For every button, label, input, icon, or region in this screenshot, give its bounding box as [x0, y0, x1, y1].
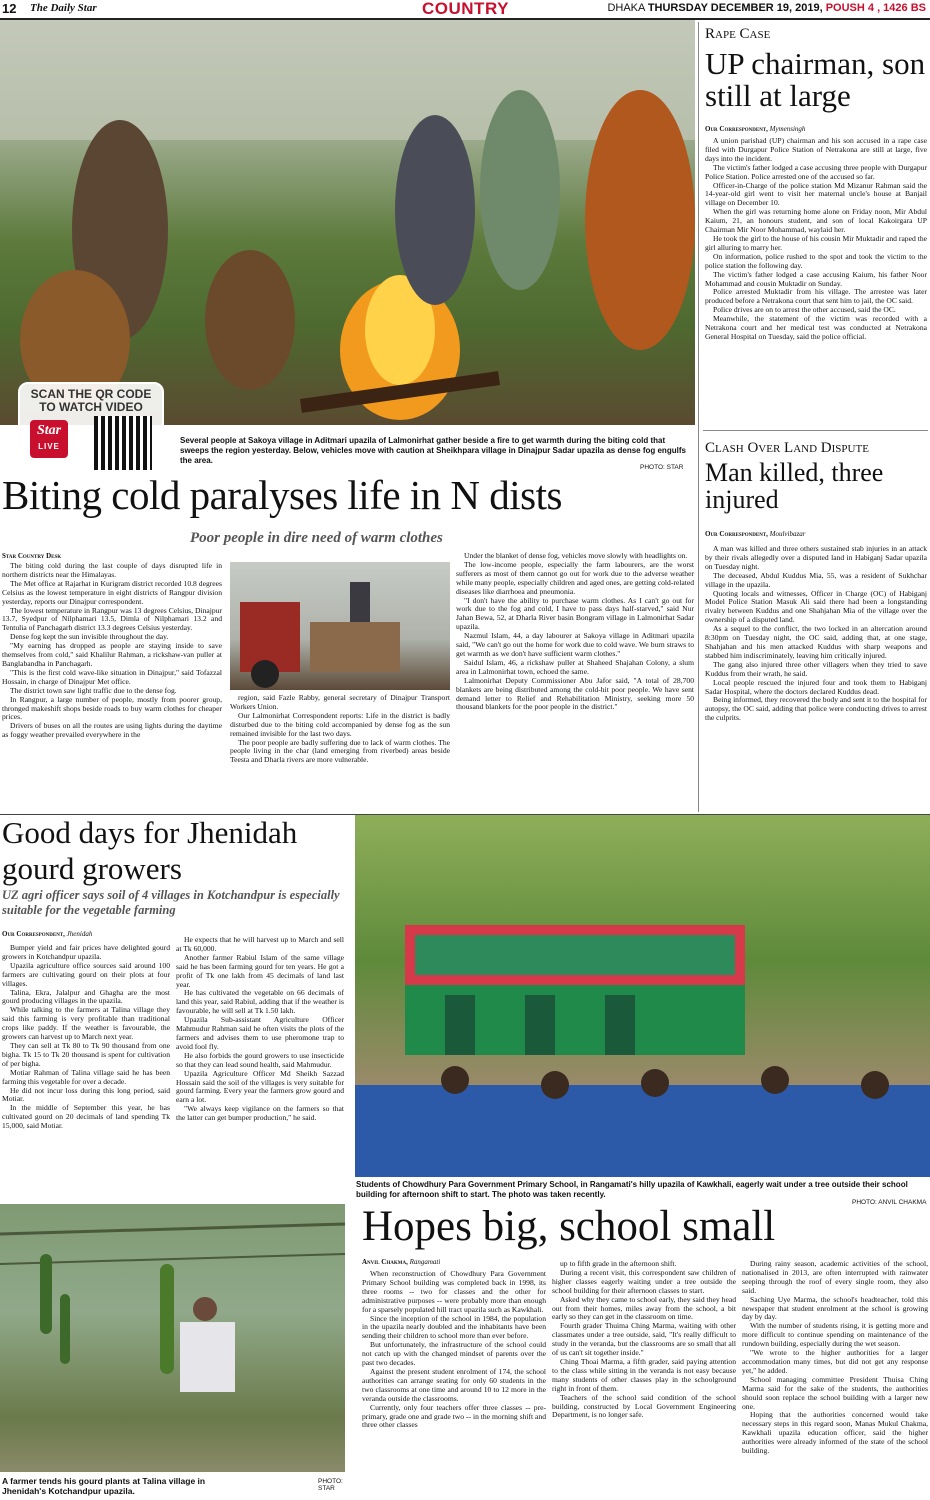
paragraph: He has cultivated the vegetable on 66 decimals of land this year, said Rabiul, adding that if the weather is favourable, he will sell at Tk 1.50 lakh.: [176, 988, 344, 1016]
paragraph: Another farmer Rabiul Islam of the same village said he has been farming gourd for ten years. He got a profit of Tk one lakh from 45 decimals of land last year.: [176, 952, 344, 989]
paper-name: The Daily Star: [30, 2, 97, 14]
section-title: COUNTRY: [422, 0, 509, 18]
school-photo-credit: PHOTO: ANVIL CHAKMA: [852, 1199, 927, 1206]
paragraph: "My earning has dropped as people are staying inside to save themselves from cold," said Khalilur Rahman, a rickshaw-van puller at Banglabandha in Panchagarh.: [2, 641, 222, 668]
paragraph: region, said Fazle Rabby, general secretary of Dinajpur Transport Workers Union.: [230, 693, 450, 711]
gourd-subhead: UZ agri officer says soil of 4 villages in Kotchandpur is especially suitable for the vegetable farming: [2, 888, 340, 917]
paragraph: Upazila agriculture office sources said around 100 farmers are cultivating gourd on their plots at four villages.: [2, 960, 170, 988]
paragraph: School managing committee President Thuisa Ching Marma said for the sake of the students, the authorities should soon replace the school building with a larger new one.: [742, 1374, 928, 1411]
cold-col-2: [230, 694, 450, 814]
school-scene: [355, 815, 930, 1177]
paragraph: The low-income people, especially the farm labourers, are the worst sufferers as most of them cannot go out for work due to the adverse weather while many people, especially children and aged ones, are getting cold-related diseases like diarrhoea and pneumonia.: [456, 559, 694, 596]
star-live-logo: Star LIVE: [30, 420, 68, 458]
land-dispute-body: [705, 545, 927, 813]
paragraph: Our Lalmonirhat Correspondent reports: Life in the district is badly disturbed due to the biting cold accompanied by dense fog as the sun remained invisible for the last two days.: [230, 710, 450, 738]
school-photo-caption: Students of Chowdhury Para Government Primary School, in Rangamati's hilly upazila of Kawkhali, eagerly wait under a tree outside their school building for afternoon shift to start. The photo was taken recently.: [356, 1180, 908, 1199]
paragraph: Officer-in-Charge of the police station Md Mizanur Rahman said the 14-year-old girl went to visit her maternal uncle's house at Banjail village on December 10.: [705, 180, 927, 208]
paragraph: Under the blanket of dense fog, vehicles move slowly with headlights on.: [464, 551, 688, 560]
cold-headline: Biting cold paralyses life in N dists: [2, 472, 562, 518]
paragraph: Police drives are on to arrest the other accused, said the OC.: [713, 305, 896, 315]
page-number: 12: [2, 1, 17, 16]
bonfire-photo-caption: Several people at Sakoya village in Aditmari upazila of Lalmonirhat gather beside a fire to get warmth during the biting cold that sweeps the region yesterday. Below, vehicles move with caution at Sheikhpara village in Dinajpur Sadar upazila as dense fog engulfs the area.: [180, 436, 686, 465]
paragraph: The victim's father lodged a case accusing three people with Durgapur Police Station. Police arrested one of the accused so far.: [705, 162, 927, 181]
qr-code-icon[interactable]: [94, 416, 152, 470]
paragraph: He also forbids the gourd growers to use insecticide so that they can lead sound health, said Mahmudur.: [176, 1050, 344, 1069]
paragraph: Dense fog kept the sun invisible throughout the day.: [10, 632, 169, 642]
paragraph: He took the girl to the house of his cousin Mir Muktadir and raped the girl alluring to marry her.: [705, 233, 927, 252]
paragraph: The Met office at Rajarhat in Kurigram district recorded 10.8 degrees Celsius as the lowest temperature in eight districts of Rangpur division yesterday, reports our Dinajpur correspondent.: [2, 578, 222, 606]
masthead: [0, 0, 930, 20]
paragraph: In the middle of September this year, he has cultivated gourd on 20 decimals of land spending Tk 15,000, said Motiar.: [2, 1103, 170, 1131]
paragraph: When the girl was returning home alone on Friday noon, Mir Abdul Kaium, 21, an honours student, and son of local Kakoirgara UP Chairman Mir Noor Mohammad, waylaid her.: [705, 207, 927, 235]
paragraph: During rainy season, academic activities of the school, nationalised in 2013, are often interrupted with rainwater seeping through the roof of every single room, they also said.: [742, 1259, 928, 1295]
paragraph: The lowest temperature in Rangpur was 13 degrees Celsius, Dinajpur 13.7, Syedpur of Nilphamari 13.5, Dimla of Nilphamari 13.2 and Tentulia of Panchagarh district 13.3 degrees Celsius yesterday.: [2, 605, 222, 633]
paragraph: Teachers of the school said condition of the school building, constructed by Local Government Engineering Department, is no longer safe.: [552, 1392, 736, 1420]
school-photo: [355, 815, 930, 1177]
land-dispute-byline: Our Correspondent, Moulvibazar: [705, 530, 806, 538]
paragraph: Lalmonirhat Deputy Commissioner Abu Jafor said, "A total of 28,700 blankets are being distributed among the cold-hit poor people. We have sent demand letter to Relief and Rehabilitation Ministry, seeking more 50 thousand blankets for the poor people in the district.": [456, 675, 694, 712]
paragraph: Hoping that the authorities concerned would take necessary steps in this regard soon, Manas Mukul Chakma, Kawkhali upazila education officer, said the higher authorities were already informed of the state of the school building.: [742, 1410, 928, 1456]
paragraph: Police arrested Muktadir from his village. The arrestee was later produced before a Netrakona court that sent him to jail, the OC said.: [705, 287, 927, 306]
paragraph: With the number of students rising, it is getting more and more difficult to continue spending on maintenance of the rundown building, especially during the wet season.: [742, 1321, 928, 1349]
paragraph: Currently, only four teachers offer three classes -- pre-primary, grade one and grade two -- in the morning shift and three other classes: [362, 1402, 546, 1430]
land-dispute-kicker: Clash Over Land Dispute: [705, 440, 869, 456]
qr-promo-title: SCAN THE QR CODE TO WATCH VIDEO: [30, 387, 152, 414]
school-headline: Hopes big, school small: [362, 1203, 776, 1250]
gourd-scene: [0, 1204, 345, 1472]
rape-case-kicker: Rape Case: [705, 26, 771, 42]
paragraph: The victim's father lodged a case accusing Kaium, his father Noor Mohammad and cousin Muktadir on Sunday.: [705, 269, 927, 288]
paragraph: The biting cold during the last couple of days disrupted life in northern districts near the Himalayas.: [2, 561, 222, 579]
school-byline: Anvil Chakma, Rangamati: [362, 1258, 441, 1266]
fog-traffic-photo: [230, 562, 450, 690]
paragraph: A union parishad (UP) chairman and his son accused in a rape case filed with Durgapur Police Station of Netrakona are still at large, five days into the incident.: [705, 136, 927, 163]
rape-case-byline: Our Correspondent, Mymensingh: [705, 125, 806, 133]
paragraph: Against the present student enrolment of 174, the school authorities can arrange seating for only 60 students in the two classrooms at one time and around 10 to 12 more in the veranda outside the classrooms.: [362, 1366, 546, 1403]
paragraph: Since the inception of the school in 1984, the population in the upazila nearly doubled and the inhabitants have been sending their children to school more than ever before.: [362, 1313, 546, 1341]
paragraph: Ching Thoai Marma, a fifth grader, said paying attention to the class while sitting in the veranda is not easy because many students of other classes play in the schoolground right in front of them.: [552, 1356, 736, 1393]
rape-case-headline: UP chairman, son still at large: [705, 46, 926, 113]
paragraph: He did not incur loss during this long period, said Motiar.: [2, 1085, 170, 1104]
paragraph: Meanwhile, the statement of the victim was recorded with a Netrakona court and her medical test was conducted at Netrakona General Hospital on Tuesday, said the police official.: [705, 314, 927, 341]
land-dispute-headline: Man killed, three injured: [705, 458, 884, 514]
school-col-1: [362, 1270, 546, 1498]
paragraph: A man was killed and three others sustained stab injuries in an attack by their rivals allegedly over a disputed land in Habiganj Sadar upazila on Tuesday night.: [705, 544, 927, 571]
paragraph: The deceased, Abdul Kuddus Mia, 55, was a resident of Sukhchar village in the upazila.: [705, 570, 927, 589]
school-col-3: [742, 1260, 928, 1498]
paragraph: Fourth grader Thuima Ching Marma, waiting with other classmates under a tree outside, said, "It's really difficult to study in the veranda, but the classrooms are so small that all of us can't sit together inside.": [552, 1321, 736, 1358]
rape-case-body: [705, 137, 927, 427]
right-divider: [703, 430, 928, 431]
qr-promo[interactable]: [18, 382, 164, 478]
cold-col-3: [456, 552, 694, 814]
paragraph: They can sell at Tk 80 to Tk 90 thousand from one bigha. Tk 15 to Tk 20 thousand is spent for cultivation of per bigha.: [2, 1040, 170, 1068]
gourd-photo-caption: A farmer tends his gourd plants at Talina village in Jhenidah's Kotchandpur upazila.: [2, 1476, 206, 1496]
paragraph: Upazila Agriculture Officer Md Sheikh Sazzad Hossain said the soil of the villages is very suitable for gourd farming. Every year the farmers grow gourd and earn a lot.: [176, 1068, 344, 1105]
paragraph: He expects that he will harvest up to March and sell at Tk 60,000.: [176, 935, 344, 953]
gourd-col-1: [2, 944, 170, 1200]
paragraph: The gang also injured three other villagers when they tried to save Kuddus from their wrath, he said.: [705, 659, 927, 678]
paragraph: "I don't have the ability to purchase warm clothes. As I can't go out for work due to the fog and cold, I have to pass days half-starved," said Nur Jahan Bewa, 52, at Dharla River basin Bongram village in Lalmonirhat Sadar upazila.: [456, 595, 694, 632]
paragraph: Asked why they came to school early, they said they head out from their homes, miles away from the school, a bit early so they can get in the classroom on time.: [552, 1294, 736, 1322]
paragraph: up to fifth grade in the afternoon shift.: [560, 1259, 677, 1268]
paragraph: On information, police rushed to the spot and took the victim to the police station the following day.: [705, 251, 927, 270]
gourd-photo-credit: PHOTO: STAR: [318, 1478, 343, 1492]
school-col-2: [552, 1260, 736, 1498]
cold-col-1: [2, 562, 222, 812]
paragraph: During a recent visit, this correspondent saw children of higher classes eagerly waiting under a tree outside the school building for their afternoon classes to start.: [552, 1267, 736, 1295]
cold-byline: Star Country Desk: [2, 552, 62, 560]
paragraph: Bumper yield and fair prices have delighted gourd growers in Kotchandpur upazila.: [2, 943, 170, 961]
dateline: DHAKA THURSDAY DECEMBER 19, 2019, POUSH 4 , 1426 BS: [607, 2, 926, 14]
paragraph: As a sequel to the conflict, the two locked in an altercation around 8:30pm on Tuesday night, the OC said, adding that, at one stage, Shahjahan and his men attacked Kuddus with sharp weapons and stabbed him indiscriminately, leaving him critically injured.: [705, 624, 927, 660]
paragraph: Motiar Rahman of Talina village said he has been farming this vegetable for over a decade.: [2, 1067, 170, 1086]
paragraph: Local people rescued the injured four and took them to Habiganj Sadar Hospital, where the doctors declared Kuddus dead.: [705, 677, 927, 696]
paragraph: When reconstruction of Chowdhury Para Government Primary School building was completed back in 1998, its three rooms -- two for classes and the other for administrative purposes -- were probably more than enough for a sparsely populated hill tract upazila such as Kawkhali.: [362, 1269, 546, 1314]
paragraph: "We wrote to the higher authorities for a larger accommodation many times, but did not get any response yet," he added.: [742, 1348, 928, 1375]
paragraph: In Rangpur, a large number of people, mostly from poorer group, thronged makeshift shops beside roads to buy warm clothes for cheaper prices.: [2, 694, 222, 722]
paragraph: The poor people are badly suffering due to lack of warm clothes. The people living in the char (land emerging from riverbed) areas beside Teesta and Dharla rivers are more vulnerable.: [230, 737, 450, 765]
paragraph: Saidul Islam, 46, a rickshaw puller at Shaheed Shajahan Colony, a slum area in Lalmonirhat town, echoed the same.: [456, 657, 694, 676]
gourd-headline: Good days for Jhenidah gourd growers: [2, 815, 298, 886]
fog-traffic-scene: [230, 562, 450, 690]
paragraph: "This is the first cold wave-like situation in Dinajpur," said Tofazzal Hossain, in charge of Dinajpur Met office.: [2, 667, 222, 686]
paragraph: Quoting locals and witnesses, Officer in Charge (OC) of Habiganj Model Police Station Masuk Ali said there had been a longstanding rivalry between Kuddus and one Shahjahan Mia of the village over the ownership of a disputed land.: [705, 588, 927, 625]
gourd-byline: Our Correspondent, Jhenidah: [2, 930, 93, 938]
paragraph: Being informed, they recovered the body and sent it to the hospital for autopsy, the OC said, adding that police were conducting drives to arrest the culprits.: [705, 695, 927, 723]
gourd-farmer-photo: [0, 1204, 345, 1472]
paragraph: The district town saw light traffic due to the dense fog.: [10, 685, 177, 695]
paragraph: But unfortunately, the infrastructure of the school could not catch up with the changed mindset of parents over the past two decades.: [362, 1340, 546, 1368]
paragraph: Drivers of buses on all the routes are using lights during the daytime as foggy weather prevailed everywhere in the: [2, 721, 222, 740]
bonfire-scene: [0, 20, 695, 425]
paragraph: Saching Uye Marma, the school's headteacher, told this newspaper that student enrolment at the school is growing day by day.: [742, 1294, 928, 1322]
gourd-col-2: [176, 936, 344, 1200]
paragraph: Upazila Sub-assistant Agriculture Officer Mahmudur Rahman said he often visits the plots of the farmers and advises them to use pheromone trap to avoid fool fly.: [176, 1015, 344, 1051]
paragraph: "We always keep vigilance on the farmers so that the latter can get bumper production," he said.: [176, 1104, 344, 1123]
paragraph: Talina, Ekra, Jalalpur and Ghagha are the most gourd producing villages in the upazila.: [2, 987, 170, 1006]
bonfire-photo-credit: PHOTO: STAR: [640, 464, 684, 471]
paragraph: While talking to the farmers at Talina village they said this farming is very profitable than traditional crops like paddy. If the weather is favourable, the growers can harvest up to March next year.: [2, 1005, 170, 1042]
column-rule: [698, 22, 699, 812]
cold-subhead: Poor people in dire need of warm clothes: [190, 530, 443, 546]
paragraph: Nazmul Islam, 44, a day labourer at Sakoya village in Aditmari upazila said, "We can't go out the home for work due to cold wave. We burn straws to get warmth as we don't have sufficient warm clothes.": [456, 631, 694, 658]
